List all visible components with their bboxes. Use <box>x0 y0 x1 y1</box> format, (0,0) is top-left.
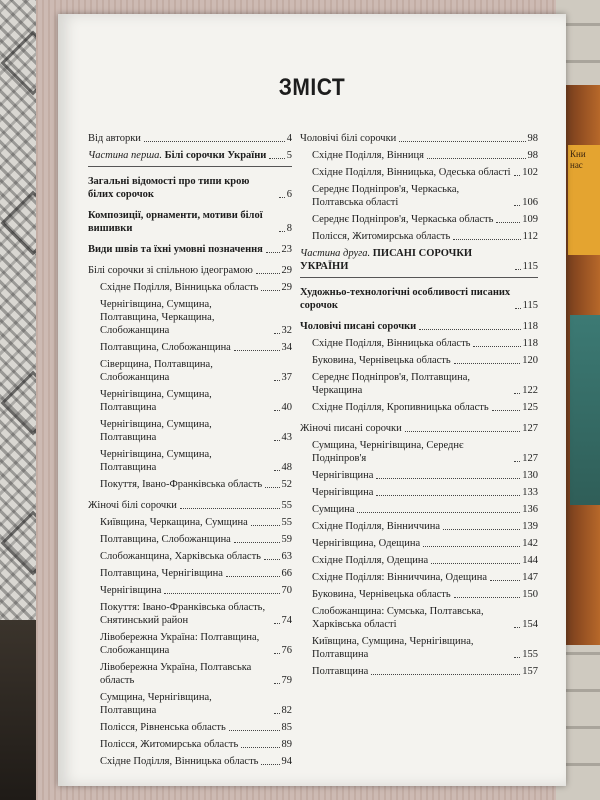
toc-entry <box>88 755 292 768</box>
dot-leader <box>274 623 280 624</box>
toc-entry <box>88 388 292 414</box>
toc-entry-text: Східне Поділля, Кропивницька область <box>312 402 489 413</box>
toc-entry <box>300 635 538 661</box>
toc-entry-text: Середнє Подніпров'я, Черкаська область <box>312 214 494 225</box>
toc-entry-text: Полтавщина, Чернігівщина <box>100 568 223 579</box>
page-number: 5 <box>286 150 292 161</box>
toc-entry <box>300 354 538 367</box>
toc-entry <box>88 550 292 563</box>
toc-entry-text: Східне Поділля, Вінниччина <box>312 521 441 532</box>
dot-leader <box>274 333 280 334</box>
toc-entry-text: Середнє Подніпров'я, Полтавщина, Черкащина <box>312 372 470 396</box>
toc-entry <box>300 337 538 350</box>
toc-entry-text: Східне Поділля, Вінницька область <box>312 338 471 349</box>
toc-entry <box>88 418 292 444</box>
toc-entry <box>300 286 538 312</box>
toc-entry-text: Чернігівщина <box>100 585 162 596</box>
toc-entry-text: Композиції, орнаменти, мотиви білої вишивки <box>88 210 263 234</box>
toc-entry-text: Чернігівщина <box>312 470 374 481</box>
toc-entry <box>300 520 538 533</box>
page-number: 94 <box>281 756 292 767</box>
dot-leader <box>514 461 520 462</box>
toc-entry-text: Полтавщина <box>312 666 369 677</box>
toc-entry <box>300 469 538 482</box>
toc-entry-text: Слобожанщина: Сумська, Полтавська, Харківська області <box>312 606 484 630</box>
toc-entry-text: Середнє Подніпров'я, Черкаська, Полтавська області <box>312 184 460 208</box>
page-number: 109 <box>522 214 538 225</box>
toc-entry-text: Східне Поділля: Вінниччина, Одещина <box>312 572 487 583</box>
page-number: 32 <box>281 325 292 336</box>
page-number: 142 <box>522 538 538 549</box>
toc-entry-text: Слобожанщина, Харківська область <box>100 551 261 562</box>
toc-entry <box>88 264 292 277</box>
toc-entry <box>300 439 538 465</box>
toc-entry <box>88 209 292 235</box>
page-number: 157 <box>522 666 538 677</box>
page-number: 23 <box>281 244 292 255</box>
dot-leader <box>490 580 520 581</box>
dot-leader <box>274 653 280 654</box>
dot-leader <box>514 393 520 394</box>
page-number: 34 <box>281 342 292 353</box>
dot-leader <box>274 683 280 684</box>
page-number: 8 <box>286 223 292 234</box>
page-number: 43 <box>281 432 292 443</box>
toc-entry <box>88 358 292 384</box>
toc-entry <box>88 243 292 256</box>
toc-entry <box>88 298 292 337</box>
page-number: 98 <box>527 133 538 144</box>
dot-leader <box>423 546 520 547</box>
toc-entry-text: Сумщина <box>312 504 355 515</box>
toc-entry-text: Покуття, Івано-Франківська область <box>100 479 263 490</box>
page-number: 37 <box>281 372 292 383</box>
toc-left-column <box>88 132 292 772</box>
toc-entry-text: Східне Поділля, Вінниця <box>312 150 424 161</box>
dot-leader <box>261 764 279 765</box>
toc-entry-text <box>300 247 512 273</box>
dot-leader <box>376 495 520 496</box>
dot-leader <box>226 576 280 577</box>
toc-entry-text: Буковина, Чернівецька область <box>312 355 451 366</box>
page-number: 106 <box>522 197 538 208</box>
toc-entry-text: Чернігівщина <box>312 487 374 498</box>
dot-leader <box>261 290 279 291</box>
toc-entry <box>300 486 538 499</box>
toc-entry <box>88 281 292 294</box>
toc-entry-text: Київщина, Черкащина, Сумщина <box>100 517 248 528</box>
page-number: 115 <box>522 300 538 311</box>
dot-leader <box>251 525 280 526</box>
toc-entry-text: Від авторки <box>88 133 141 144</box>
dot-leader <box>492 410 521 411</box>
toc-entry-text: Загальні відомості про типи крою білих сорочок <box>88 176 250 200</box>
page-number: 85 <box>281 722 292 733</box>
toc-entry <box>88 738 292 751</box>
dot-leader <box>515 269 521 270</box>
dot-leader <box>515 308 521 309</box>
dot-leader <box>454 363 521 364</box>
toc-entry <box>88 661 292 687</box>
toc-entry-text: Сумщина, Чернігівщина, Середнє Подніпров'я <box>312 440 464 464</box>
toc-entry <box>300 571 538 584</box>
toc-entry-text: Чернігівщина, Сумщина, Полтавщина <box>100 449 212 473</box>
toc-entry <box>300 401 538 414</box>
page-number: 154 <box>522 619 538 630</box>
page-number: 127 <box>522 453 538 464</box>
toc-entry-text: Чернігівщина, Одещина <box>312 538 421 549</box>
part-label: Частина перша. <box>88 150 163 161</box>
dot-leader <box>399 141 525 142</box>
page-number: 6 <box>286 189 292 200</box>
page-number: 79 <box>281 675 292 686</box>
toc-entry <box>88 499 292 512</box>
toc-entry <box>88 341 292 354</box>
toc-entry-text: Чернігівщина, Сумщина, Полтавщина, Черкащина, Слобожанщина <box>100 299 215 336</box>
toc-entry <box>88 584 292 597</box>
page-number: 118 <box>522 338 538 349</box>
toc-entry-text: Чернігівщина, Сумщина, Полтавщина <box>100 419 212 443</box>
dot-leader <box>264 559 280 560</box>
page-number: 102 <box>522 167 538 178</box>
dot-leader <box>419 329 520 330</box>
toc-entry <box>300 537 538 550</box>
dot-leader <box>514 627 520 628</box>
toc-entry-text: Східне Поділля, Вінницька область <box>100 282 259 293</box>
toc-entry <box>300 320 538 333</box>
dot-leader <box>144 141 285 142</box>
toc-entry-text: Жіночі білі сорочки <box>88 500 177 511</box>
toc-entry <box>88 175 292 201</box>
page-number: 144 <box>522 555 538 566</box>
toc-entry <box>300 132 538 145</box>
toc-entry <box>300 554 538 567</box>
dot-leader <box>234 350 280 351</box>
toc-entry <box>300 183 538 209</box>
dot-leader <box>514 657 520 658</box>
part-title: Білі сорочки України <box>164 150 267 161</box>
page-number: 155 <box>522 649 538 660</box>
toc-entry-text: Чоловічі білі сорочки <box>300 133 397 144</box>
page-number: 120 <box>522 355 538 366</box>
side-book-cover: Кни нас <box>568 145 600 255</box>
toc-entry-text: Покуття: Івано-Франківська область, Снятинський район <box>100 602 266 626</box>
dot-leader <box>269 158 284 159</box>
dot-leader <box>279 197 285 198</box>
part-divider <box>88 166 292 167</box>
toc-entry <box>88 631 292 657</box>
toc-entry <box>300 247 538 273</box>
dot-leader <box>514 175 521 176</box>
page-number: 52 <box>281 479 292 490</box>
page-title: ЗМІСТ <box>278 74 346 101</box>
page-number: 133 <box>522 487 538 498</box>
dot-leader <box>234 542 280 543</box>
dot-leader <box>405 431 521 432</box>
toc-entry <box>300 371 538 397</box>
toc-entry <box>88 478 292 491</box>
toc-entry <box>88 533 292 546</box>
page-number: 59 <box>281 534 292 545</box>
toc-entry-text: Буковина, Чернівецька область <box>312 589 451 600</box>
page-number: 40 <box>281 402 292 413</box>
page-number: 150 <box>522 589 538 600</box>
toc-right-column <box>300 132 538 682</box>
dot-leader <box>274 410 280 411</box>
toc-entry <box>88 691 292 717</box>
page-number: 29 <box>281 282 292 293</box>
toc-entry <box>88 149 292 162</box>
toc-entry-text <box>88 149 266 162</box>
toc-entry <box>300 503 538 516</box>
page-number: 70 <box>281 585 292 596</box>
page-number: 125 <box>522 402 538 413</box>
dot-leader <box>454 597 521 598</box>
toc-entry-text: Полісся, Житомирська область <box>100 739 239 750</box>
toc-entry <box>88 132 292 145</box>
toc-entry-text: Художньо-технологічні особливості писаних сорочок <box>300 287 511 311</box>
part-title: ПИСАНІ СОРОЧКИ УКРАЇНИ <box>300 248 473 272</box>
toc-entry <box>300 605 538 631</box>
toc-entry <box>300 665 538 678</box>
toc-entry-text: Східне Поділля, Одещина <box>312 555 429 566</box>
toc-entry-text: Види швів та їхні умовні позначення <box>88 244 263 255</box>
side-books <box>562 85 600 645</box>
toc-entry <box>300 149 538 162</box>
toc-entry-text: Жіночі писані сорочки <box>300 423 402 434</box>
toc-entry <box>88 516 292 529</box>
dot-leader <box>274 470 280 471</box>
side-book-spine <box>570 315 600 505</box>
dot-leader <box>427 158 526 159</box>
toc-entry-text: Полісся, Рівненська область <box>100 722 226 733</box>
toc-entry <box>88 448 292 474</box>
page-number: 118 <box>522 321 538 332</box>
dot-leader <box>274 380 280 381</box>
dot-leader <box>274 713 280 714</box>
dot-leader <box>376 478 520 479</box>
page-number: 147 <box>522 572 538 583</box>
dot-leader <box>453 239 520 240</box>
page-number: 48 <box>281 462 292 473</box>
page-number: 89 <box>281 739 292 750</box>
toc-entry-text: Полтавщина, Слобожанщина <box>100 342 231 353</box>
page-number: 55 <box>281 517 292 528</box>
toc-entry <box>300 213 538 226</box>
page-number: 55 <box>281 500 292 511</box>
dot-leader <box>357 512 520 513</box>
dot-leader <box>164 593 279 594</box>
toc-entry <box>88 567 292 580</box>
toc-entry <box>300 230 538 243</box>
dot-leader <box>265 487 279 488</box>
page-number: 74 <box>281 615 292 626</box>
dot-leader <box>279 231 285 232</box>
page-number: 130 <box>522 470 538 481</box>
page-number: 4 <box>286 133 292 144</box>
page-number: 115 <box>522 261 538 272</box>
dot-leader <box>241 747 279 748</box>
toc-entry <box>300 422 538 435</box>
page-number: 112 <box>522 231 538 242</box>
dot-leader <box>229 730 280 731</box>
dot-leader <box>180 508 280 509</box>
toc-entry <box>300 588 538 601</box>
part-divider <box>300 277 538 278</box>
toc-entry <box>300 166 538 179</box>
page-number: 63 <box>281 551 292 562</box>
dot-leader <box>443 529 520 530</box>
toc-entry-text: Чоловічі писані сорочки <box>300 321 417 332</box>
page-number: 127 <box>522 423 538 434</box>
dot-leader <box>274 440 280 441</box>
page-number: 122 <box>522 385 538 396</box>
page-number: 76 <box>281 645 292 656</box>
toc-entry-text: Білі сорочки зі спільною ідеограмою <box>88 265 253 276</box>
page-number: 82 <box>281 705 292 716</box>
dot-leader <box>266 252 280 253</box>
dot-leader <box>371 674 520 675</box>
page-number: 29 <box>281 265 292 276</box>
dot-leader <box>496 222 520 223</box>
toc-entry-text: Сумщина, Чернігівщина, Полтавщина <box>100 692 212 716</box>
dot-leader <box>431 563 520 564</box>
part-label: Частина друга. <box>300 248 371 259</box>
page-number: 139 <box>522 521 538 532</box>
toc-entry <box>88 721 292 734</box>
page-number: 98 <box>527 150 538 161</box>
dot-leader <box>256 273 280 274</box>
toc-entry-text: Східне Поділля, Вінницька, Одеська області <box>312 167 511 178</box>
page-number: 136 <box>522 504 538 515</box>
toc-entry-text: Полісся, Житомирська область <box>312 231 451 242</box>
toc-entry-text: Східне Поділля, Вінницька область <box>100 756 259 767</box>
dot-leader <box>473 346 520 347</box>
toc-entry-text: Київщина, Сумщина, Чернігівщина, Полтавщина <box>312 636 474 660</box>
toc-entry-text: Лівобережна Україна: Полтавщина, Слобожанщина <box>100 632 260 656</box>
toc-entry <box>88 601 292 627</box>
contents-page <box>58 14 566 786</box>
toc-entry-text: Сіверщина, Полтавщина, Слобожанщина <box>100 359 213 383</box>
page-number: 66 <box>281 568 292 579</box>
toc-entry-text: Полтавщина, Слобожанщина <box>100 534 231 545</box>
toc-entry-text: Чернігівщина, Сумщина, Полтавщина <box>100 389 212 413</box>
dot-leader <box>514 205 520 206</box>
toc-entry-text: Лівобережна Україна, Полтавська область <box>100 662 252 686</box>
